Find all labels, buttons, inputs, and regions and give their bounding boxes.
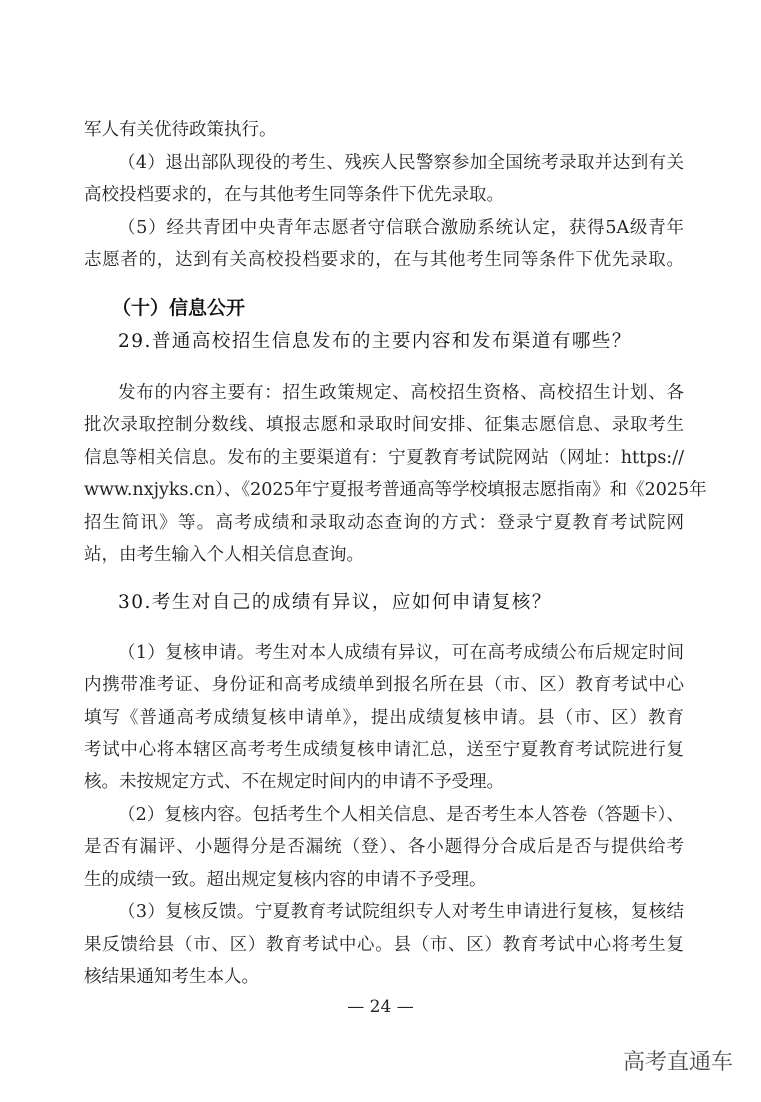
answer-30-line: （3）复核反馈。宁夏教育考试院组织专人对考生申请进行复核，复核结: [118, 902, 684, 922]
paragraph-line: 军人有关优待政策执行。: [84, 120, 277, 140]
answer-30-line: 填写《普通高考成绩复核申请单》，提出成绩复核申请。县（市、区）教育: [84, 708, 684, 728]
answer-30-line: 生的成绩一致。超出规定复核内容的申请不予受理。: [84, 870, 487, 890]
answer-30-line: 内携带准考证、身份证和高考成绩单到报名所在县（市、区）教育考试中心: [84, 675, 684, 695]
question-29-heading: 29.普通高校招生信息发布的主要内容和发布渠道有哪些？: [118, 331, 632, 352]
section-heading: （十）信息公开: [112, 297, 246, 319]
page-number: — 24 —: [347, 997, 414, 1017]
paragraph-line: 志愿者的，达到有关高校投档要求的，在与其他考生同等条件下优先录取。: [84, 250, 684, 270]
paragraph-line: （5）经共青团中央青年志愿者守信联合激励系统认定，获得5A级青年: [118, 218, 684, 238]
paragraph-line: （4）退出部队现役的考生、残疾人民警察参加全国统考录取并达到有关: [118, 153, 684, 173]
answer-29-line: 站，由考生输入个人相关信息查询。: [84, 545, 364, 565]
answer-30-line: 考试中心将本辖区高考考生成绩复核申请汇总，送至宁夏教育考试院进行复: [84, 740, 684, 760]
watermark-text: 高考直通车: [622, 1050, 733, 1075]
answer-30-line: （1）复核申请。考生对本人成绩有异议，可在高考成绩公布后规定时间: [118, 643, 684, 663]
answer-29-line: 批次录取控制分数线、填报志愿和录取时间安排、征集志愿信息、录取考生: [84, 415, 684, 435]
answer-30-line: 是否有漏评、小题得分是否漏统（登）、各小题得分合成后是否与提供给考: [84, 837, 684, 857]
answer-29-line: 发布的内容主要有：招生政策规定、高校招生资格、高校招生计划、各: [118, 383, 684, 403]
answer-30-line: 果反馈给县（市、区）教育考试中心。县（市、区）教育考试中心将考生复: [84, 935, 684, 955]
answer-30-line: 核结果通知考生本人。: [84, 967, 259, 987]
answer-30-line: 核。未按规定方式、不在规定时间内的申请不予受理。: [84, 772, 504, 792]
paragraph-line: 高校投档要求的，在与其他考生同等条件下优先录取。: [84, 185, 504, 205]
answer-30-line: （2）复核内容。包括考生个人相关信息、是否考生本人答卷（答题卡）、: [118, 805, 684, 825]
answer-29-line: www.nxjyks.cn）、《2025年宁夏报考普通高等学校填报志愿指南》和《2025年: [84, 480, 707, 500]
answer-29-line: 招生简讯》等。高考成绩和录取动态查询的方式：登录宁夏教育考试院网: [84, 513, 684, 533]
question-30-heading: 30.考生对自己的成绩有异议，应如何申请复核？: [118, 592, 552, 613]
answer-29-line: 信息等相关信息。发布的主要渠道有：宁夏教育考试院网站（网址：https://: [84, 448, 684, 468]
